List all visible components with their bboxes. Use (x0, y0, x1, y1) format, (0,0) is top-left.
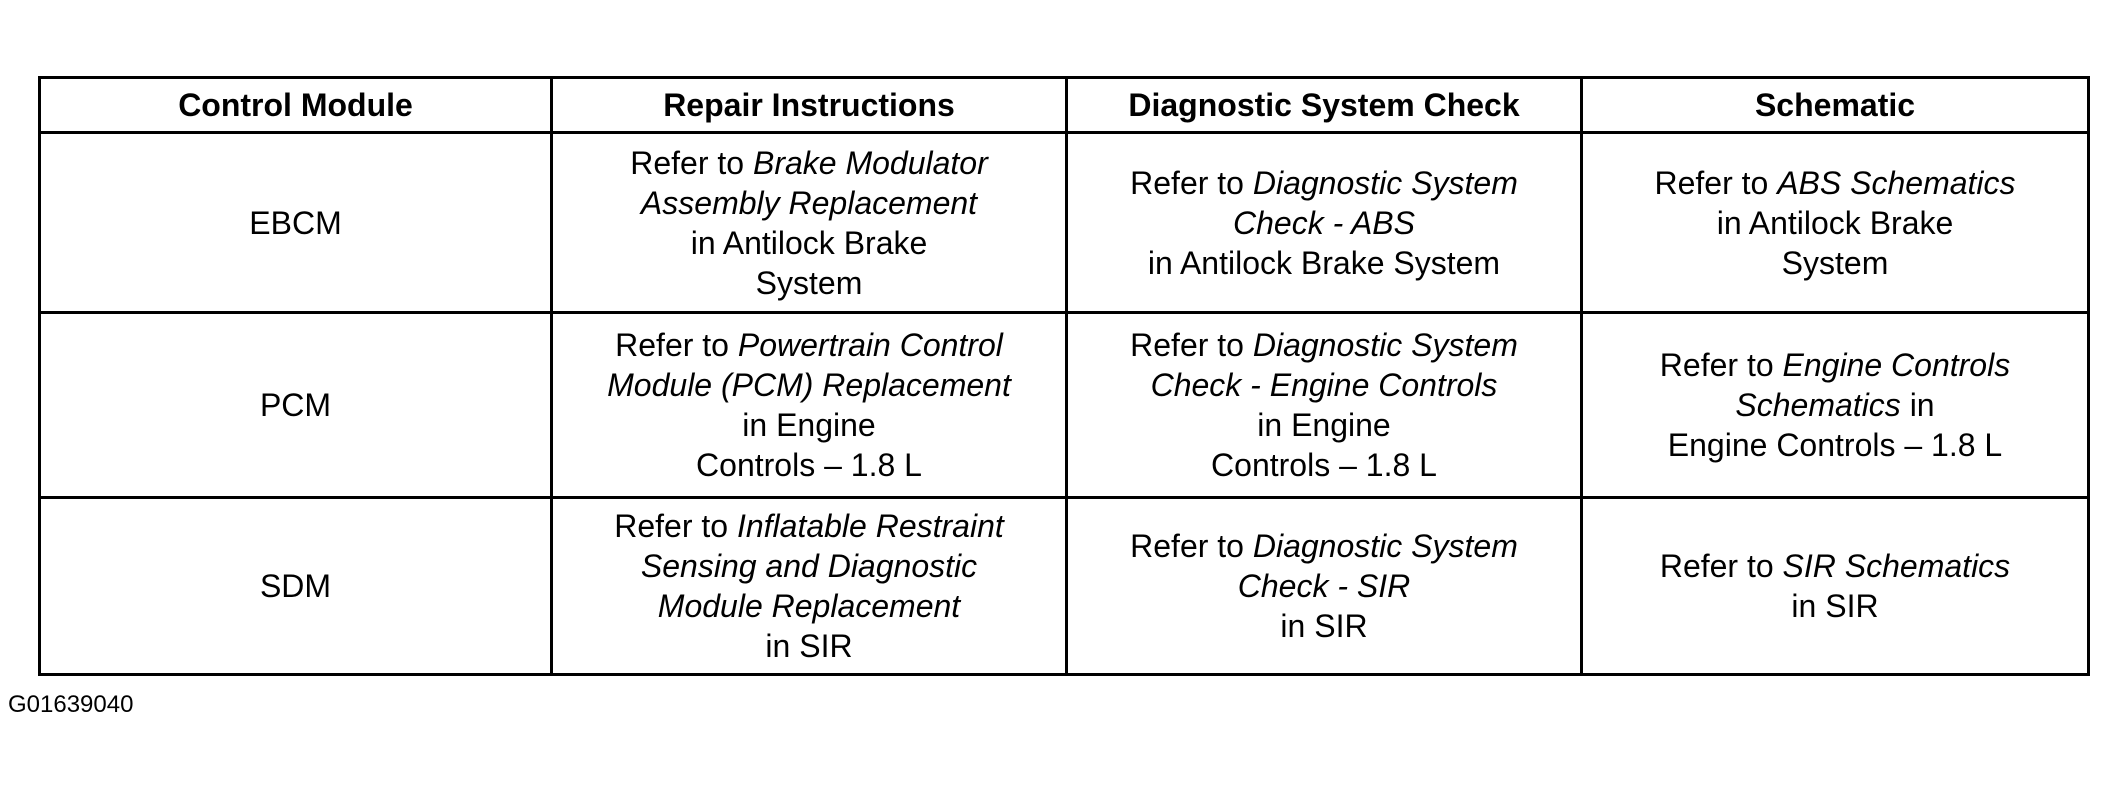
procedure-link-text: Engine Controls (1782, 347, 2011, 383)
location-text: in Engine (1257, 407, 1391, 443)
schem-cell-ebcm (1582, 133, 2089, 313)
procedure-link-text: Module Replacement (657, 588, 961, 624)
procedure-link-text: Check - SIR (1237, 568, 1411, 604)
diag-cell-sdm (1067, 498, 1582, 675)
procedure-link-text: Inflatable Restraint (736, 508, 1004, 544)
schem-cell-pcm (1582, 313, 2089, 498)
procedure-link-text: SIR Schematics (1782, 548, 2011, 584)
control-module-reference-table (38, 76, 2090, 676)
location-text: in SIR (1791, 588, 1879, 624)
refer-text: Refer to (1654, 164, 1769, 201)
module-cell-ebcm: EBCM (40, 133, 552, 313)
location-text: Engine Controls – 1.8 L (1667, 427, 2003, 463)
refer-text: Refer to (630, 144, 745, 181)
module-cell-pcm: PCM (40, 313, 552, 498)
figure-id: G01639040 (8, 691, 134, 718)
location-text: in Antilock Brake (1716, 204, 1954, 241)
procedure-link-text: Diagnostic System (1252, 528, 1518, 564)
procedure-link-text: ABS Schematics (1777, 164, 2016, 201)
diag-cell-ebcm (1067, 133, 1582, 313)
procedure-link-text: Diagnostic System (1252, 164, 1518, 201)
location-text: in SIR (765, 628, 853, 664)
procedure-link-text: Sensing and Diagnostic (640, 548, 978, 584)
location-text: System (1781, 244, 1889, 281)
procedure-link-text: Assembly Replacement (640, 184, 978, 221)
refer-text: Refer to (1659, 347, 1774, 383)
procedure-link-text: Check - Engine Controls (1150, 367, 1498, 403)
location-text: Controls – 1.8 L (1211, 447, 1437, 483)
schem-cell-sdm (1582, 498, 2089, 675)
refer-text: Refer to (614, 508, 729, 544)
table-row-pcm (40, 313, 2089, 498)
procedure-link-text: Schematics (1735, 387, 1901, 423)
header-schematic: Schematic (1582, 78, 2089, 133)
location-text: in Antilock Brake System (1147, 244, 1501, 281)
refer-text: Refer to (1130, 528, 1244, 564)
location-text: Controls – 1.8 L (696, 447, 922, 483)
location-text: in Antilock Brake (690, 224, 928, 261)
repair-cell-pcm (552, 313, 1067, 498)
refer-text: Refer to (1659, 548, 1774, 584)
table-row-ebcm (40, 133, 2089, 313)
header-diagnostic-system-check: Diagnostic System Check (1067, 78, 1582, 133)
repair-cell-sdm (552, 498, 1067, 675)
diag-cell-pcm (1067, 313, 1582, 498)
refer-text: Refer to (615, 327, 729, 363)
table-header-row (40, 78, 2089, 133)
module-cell-sdm: SDM (40, 498, 552, 675)
procedure-link-text: Brake Modulator (752, 144, 988, 181)
location-text: in Engine (742, 407, 876, 443)
procedure-link-text: Module (PCM) Replacement (607, 367, 1011, 403)
header-control-module: Control Module (40, 78, 552, 133)
procedure-link-text: Diagnostic System (1252, 327, 1518, 363)
location-text: in (1909, 387, 1935, 423)
table-row-sdm (40, 498, 2089, 675)
header-repair-instructions: Repair Instructions (552, 78, 1067, 133)
repair-cell-ebcm (552, 133, 1067, 313)
procedure-link-text: Check - ABS (1233, 204, 1415, 241)
procedure-link-text: Powertrain Control (737, 327, 1003, 363)
location-text: in SIR (1280, 608, 1368, 644)
refer-text: Refer to (1130, 327, 1244, 363)
location-text: System (755, 264, 863, 301)
refer-text: Refer to (1130, 164, 1244, 201)
